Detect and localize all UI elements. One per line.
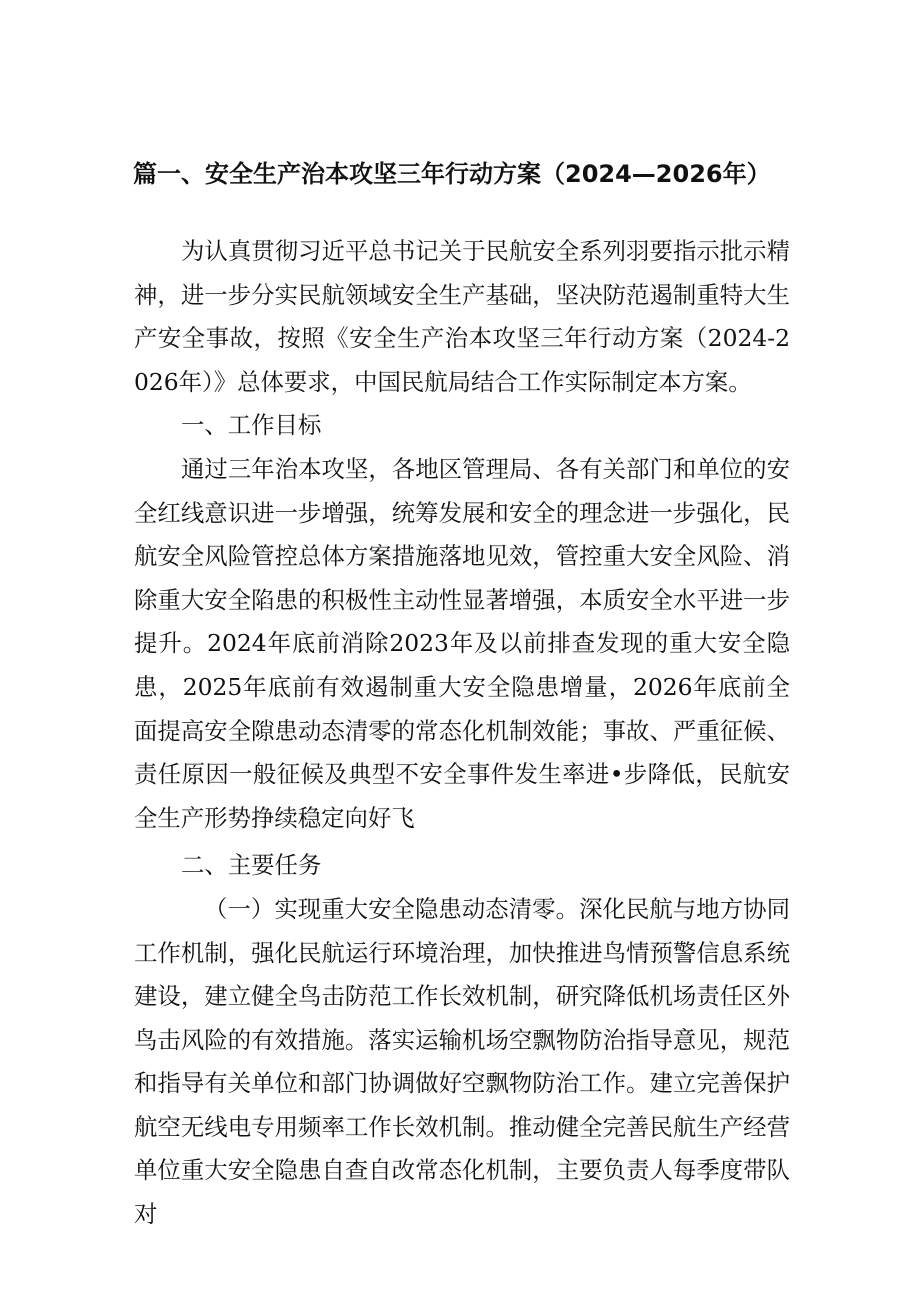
section-heading-tasks: 二、主要任务 — [181, 851, 322, 880]
document-body — [134, 230, 790, 1237]
goals-paragraph: 通过三年治本攻坚，各地区管理局、各有关部门和单位的安全红线意识进一步增强，统筹发展和安全的理念进一步强化，民航安全风险管控总体方案措施落地见效，管控重大安全风险、消除重大安全陷患的积极性主动性显著增强，本质安全水平进一步提升。2024年底前消除2023年及以前排查发现的重大安全隐患，2025年底前有效遏制重大安全隐患增量，2026年底前全面提高安全隙患动态清零的常态化机制效能；事故、严重征候、责任原因一般征候及典型不安全事件发生率进•步降低，民航安全生产形势挣续稳定向好飞 — [134, 454, 790, 832]
document-title: 篇一、安全生产治本攻坚三年行动方案（2024—2026年） — [133, 160, 771, 188]
task-item-1-paragraph: （一）实现重大安全隐患动态清零。深化民航与地方协同工作机制，强化民航运行环境治理，加快推进鸟情预警信息系统建设，建立健全鸟击防范工作长效机制，研究降低机场责任区外鸟击风险的有效措施。落实运输机场空飘物防治指导意见，规范和指导有关单位和部门协调做好空飘物防治工作。建立完善保护航空无线电专用频率工作长效机制。推动健全完善民航生产经营单位重大安全隐患自查自改常态化机制，主要负责人每季度带队对 — [134, 894, 790, 1229]
section-heading-goals: 一、工作目标 — [181, 411, 322, 440]
intro-paragraph: 为认真贯彻习近平总书记关于民航安全系列羽要指示批示精神，进一步分实民航领域安全生产基础，坚决防范遏制重特大生产安全事故，按照《安全生产治本攻坚三年行动方案（2024-2026年）》总体要求，中国民航局结合工作实际制定本方案。 — [134, 237, 790, 396]
